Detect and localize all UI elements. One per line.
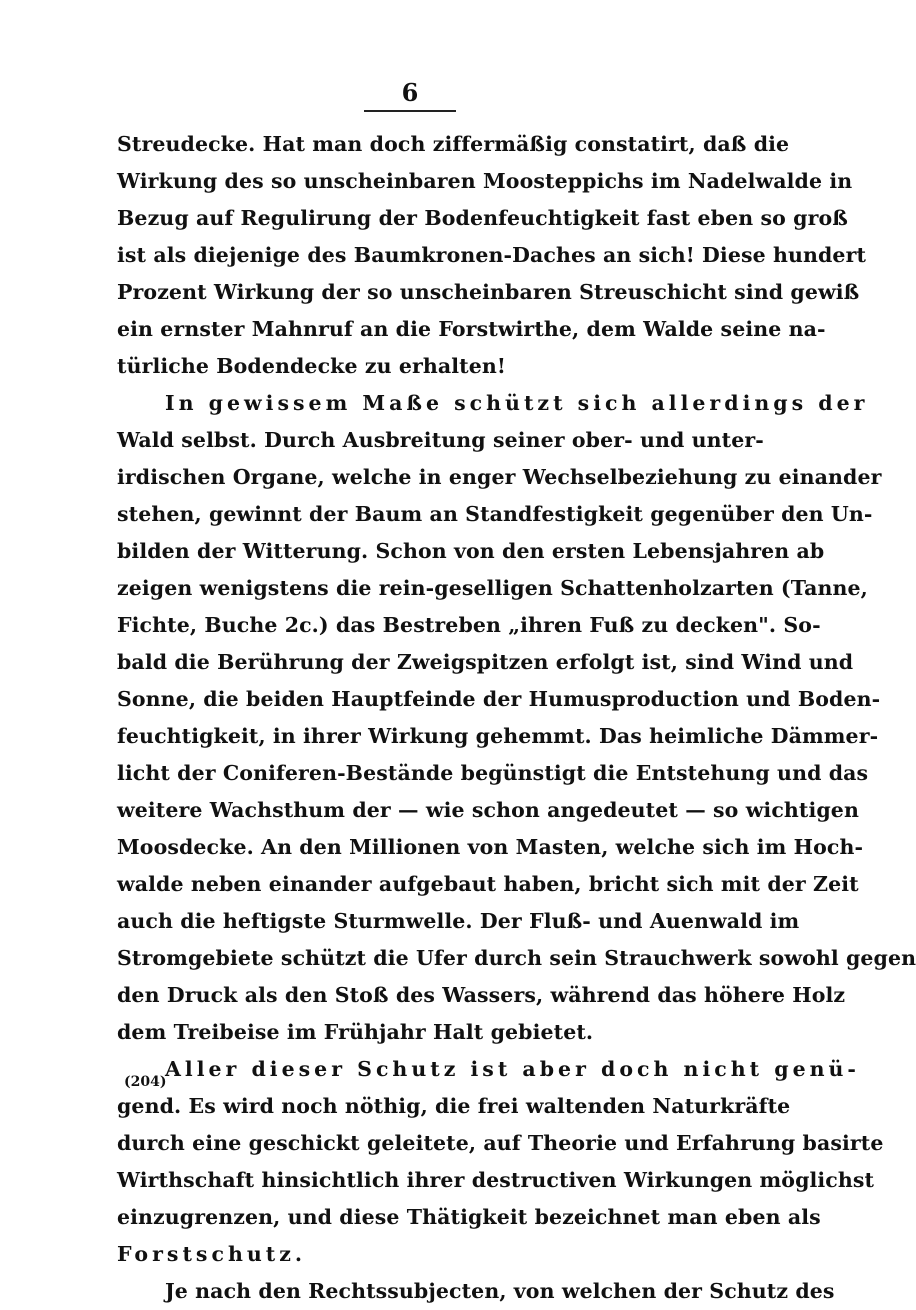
- text-line: walde neben einander aufgebaut haben, bricht sich mit der Zeit: [117, 872, 859, 896]
- text-line: zeigen wenigstens die rein-geselligen Schattenholzarten (Tanne,: [117, 576, 868, 600]
- text-line: Je nach den Rechtssubjecten, von welchen der Schutz des: [165, 1279, 835, 1303]
- text-line: türliche Bodendecke zu erhalten!: [117, 354, 506, 378]
- text-line: feuchtigkeit, in ihrer Wirkung gehemmt. Das heimliche Dämmer-: [117, 724, 879, 748]
- text-line: Fichte, Buche 2c.) das Bestreben „ihren Fuß zu decken". So-: [117, 613, 821, 637]
- text-line: Moosdecke. An den Millionen von Masten, welche sich im Hoch-: [117, 835, 864, 859]
- header-rule: [364, 110, 456, 112]
- text-line: Sonne, die beiden Hauptfeinde der Humusproduction und Boden-: [117, 687, 881, 711]
- text-line: Streudecke. Hat man doch ziffermäßig constatirt, daß die: [117, 132, 790, 156]
- text-line: bilden der Witterung. Schon von den ersten Lebensjahren ab: [117, 539, 825, 563]
- text-line: gend. Es wird noch nöthig, die frei waltenden Naturkräfte: [117, 1094, 791, 1118]
- text-line: licht der Coniferen-Bestände begünstigt die Entstehung und das: [117, 761, 869, 785]
- body-text: [117, 126, 916, 1310]
- text-line: Wirkung des so unscheinbaren Moosteppichs im Nadelwalde in: [117, 169, 853, 193]
- text-line: Wirthschaft hinsichtlich ihrer destructiven Wirkungen möglichst: [117, 1168, 875, 1192]
- page-number: 6: [401, 78, 419, 107]
- text-line: Wald selbst. Durch Ausbreitung seiner ober- und unter-: [117, 428, 764, 452]
- text-line: irdischen Organe, welche in enger Wechselbeziehung zu einander: [117, 465, 882, 489]
- text-line: ist als diejenige des Baumkronen-Daches an sich! Diese hundert: [117, 243, 867, 267]
- text-line: ein ernster Mahnruf an die Forstwirthe, dem Walde seine na-: [117, 317, 826, 341]
- text-line: bald die Berührung der Zweigspitzen erfolgt ist, sind Wind und: [117, 650, 854, 674]
- text-line: durch eine geschickt geleitete, auf Theorie und Erfahrung basirte: [117, 1131, 884, 1155]
- text-line: auch die heftigste Sturmwelle. Der Fluß- und Auenwald im: [117, 909, 800, 933]
- text-line: Prozent Wirkung der so unscheinbaren Streuschicht sind gewiß: [117, 280, 860, 304]
- text-line: Aller dieser Schutz ist aber doch nicht genü-: [165, 1057, 860, 1081]
- text-line: einzugrenzen, und diese Thätigkeit bezeichnet man eben als: [117, 1205, 821, 1229]
- text-line: Forstschutz.: [117, 1242, 306, 1266]
- text-line: Stromgebiete schützt die Ufer durch sein Strauchwerk sowohl gegen: [117, 946, 916, 970]
- printer-signature: (204): [124, 1074, 167, 1090]
- text-line: stehen, gewinnt der Baum an Standfestigkeit gegenüber den Un-: [117, 502, 873, 526]
- text-line: Bezug auf Regulirung der Bodenfeuchtigkeit fast eben so groß: [117, 206, 848, 230]
- text-line: dem Treibeise im Frühjahr Halt gebietet.: [117, 1020, 594, 1044]
- text-line: den Druck als den Stoß des Wassers, während das höhere Holz: [117, 983, 846, 1007]
- text-line: weitere Wachsthum der — wie schon angedeutet — so wichtigen: [117, 798, 859, 822]
- text-line: In gewissem Maße schützt sich allerdings der: [165, 391, 869, 415]
